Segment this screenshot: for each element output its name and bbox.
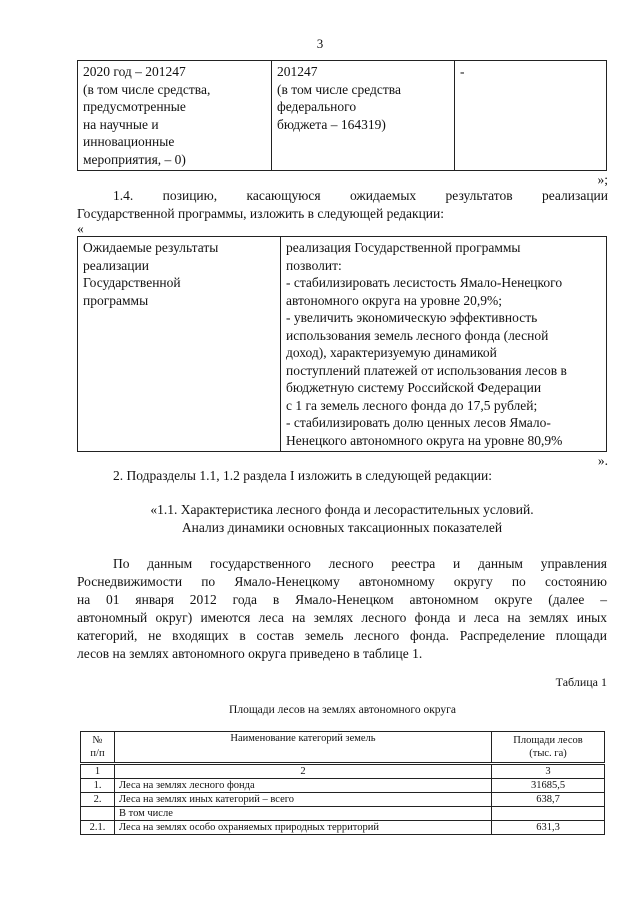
item-1-4-line1: 1.4. позицию, касающуюся ожидаемых результатов реализации (113, 188, 608, 203)
table-row (81, 779, 605, 793)
closing-quote: »; (597, 172, 608, 187)
row-value: 31685,5 (492, 779, 605, 793)
row-number: 1. (81, 779, 115, 793)
cell-line: использования земель лесного фонда (лесной (286, 327, 549, 343)
results-text-cell (281, 237, 607, 452)
cell-line: Государственной (83, 275, 181, 290)
cell-line: бюджета – 164319) (277, 116, 386, 132)
item-1-4-line2: Государственной программы, изложить в следующей редакции: (77, 206, 444, 221)
table-title: Площади лесов на землях автономного округа (229, 704, 456, 716)
paragraph-line: на 01 января 2012 года в Ямало-Ненецком автономном округе (далее – (77, 592, 607, 607)
closing-quote: ». (597, 453, 608, 468)
table-row (78, 237, 607, 452)
table-label: Таблица 1 (555, 675, 607, 689)
row-name: Леса на землях особо охраняемых природных территорий (115, 821, 492, 835)
paragraph-line: категорий, не входящих в состав земель лесного фонда. Распределение площади (77, 628, 607, 643)
opening-quote: « (77, 221, 84, 236)
row-value (492, 807, 605, 821)
cell-line: Ожидаемые результаты (83, 240, 219, 255)
funding-other-cell (455, 61, 607, 171)
cell-line: мероприятия, – 0) (83, 151, 186, 167)
paragraph-line: По данным государственного лесного реестра и данным управления (113, 556, 607, 571)
cell-line: автономного округа на уровне 20,9%; (286, 292, 503, 308)
item-2: 2. Подразделы 1.1, 1.2 раздела I изложить в следующей редакции: (113, 468, 492, 483)
cell-line: предусмотренные (83, 99, 186, 114)
table-row (81, 793, 605, 807)
cell-line: 2020 год – 201247 (83, 64, 186, 79)
row-number (81, 807, 115, 821)
header-number (81, 732, 115, 764)
row-value: 631,3 (492, 821, 605, 835)
table-header-row (81, 732, 605, 764)
cell-line: - (460, 64, 465, 79)
cell-line: - стабилизировать долю ценных лесов Ямало- (286, 415, 551, 430)
cell-line: 201247 (277, 64, 318, 79)
cell-line: позволит: (286, 257, 342, 273)
cell-line: - увеличить экономическую эффективность (286, 310, 538, 325)
cell-line: федерального (277, 99, 357, 114)
cell-line: на научные и (83, 116, 159, 132)
numbering-row (81, 764, 605, 779)
table-row (78, 61, 607, 171)
page-number: 3 (316, 36, 324, 51)
numbering-cell: 2 (115, 764, 492, 779)
paragraph-line: Роснедвижимости по Ямало-Ненецкому автономному округу по состоянию (77, 574, 607, 589)
section-heading-line1: «1.1. Характеристика лесного фонда и лесорастительных условий. (150, 502, 534, 517)
cell-line: реализации (83, 257, 149, 273)
row-name: В том числе (115, 807, 492, 821)
cell-line: - стабилизировать лесистость Ямало-Ненецкого (286, 275, 563, 290)
row-number: 2.1. (81, 821, 115, 835)
expected-results-table (77, 236, 607, 452)
numbering-cell: 1 (81, 764, 115, 779)
numbering-cell: 3 (492, 764, 605, 779)
cell-line: программы (83, 292, 149, 308)
cell-line: Ненецкого автономного округа на уровне 80,9% (286, 432, 563, 448)
cell-line: поступлений платежей от использования лесов в (286, 362, 567, 378)
cell-line: бюджетную систему Российской Федерации (286, 380, 542, 395)
row-name: Леса на землях иных категорий – всего (115, 793, 492, 807)
cell-line: (в том числе средства (277, 81, 401, 97)
row-value: 638,7 (492, 793, 605, 807)
header-line: п/п (90, 748, 105, 759)
cell-line: с 1 га земель лесного фонда до 17,5 рублей; (286, 397, 538, 413)
forest-area-table (80, 731, 605, 835)
table-row (81, 821, 605, 835)
cell-line: реализация Государственной программы (286, 240, 521, 255)
paragraph-line: автономный округ) имеются леса на землях лесного фонда и леса на землях иных (77, 610, 607, 625)
header-area (492, 732, 605, 764)
cell-line: доход), характеризуемую динамикой (286, 345, 497, 360)
funding-total-cell (272, 61, 455, 171)
header-line: (тыс. га) (529, 748, 567, 759)
cell-line: (в том числе средства, (83, 81, 211, 97)
header-line: Площади лесов (513, 735, 583, 746)
section-heading-line2: Анализ динамики основных таксационных показателей (181, 520, 503, 535)
table-row (81, 807, 605, 821)
results-label-cell (78, 237, 281, 452)
funding-year-cell (78, 61, 272, 171)
row-number: 2. (81, 793, 115, 807)
header-line: № (92, 735, 103, 746)
funding-table (77, 60, 607, 171)
header-category: Наименование категорий земель (115, 732, 492, 764)
cell-line: инновационные (83, 134, 175, 149)
row-name: Леса на землях лесного фонда (115, 779, 492, 793)
paragraph-line: лесов на землях автономного округа приведено в таблице 1. (77, 646, 423, 661)
